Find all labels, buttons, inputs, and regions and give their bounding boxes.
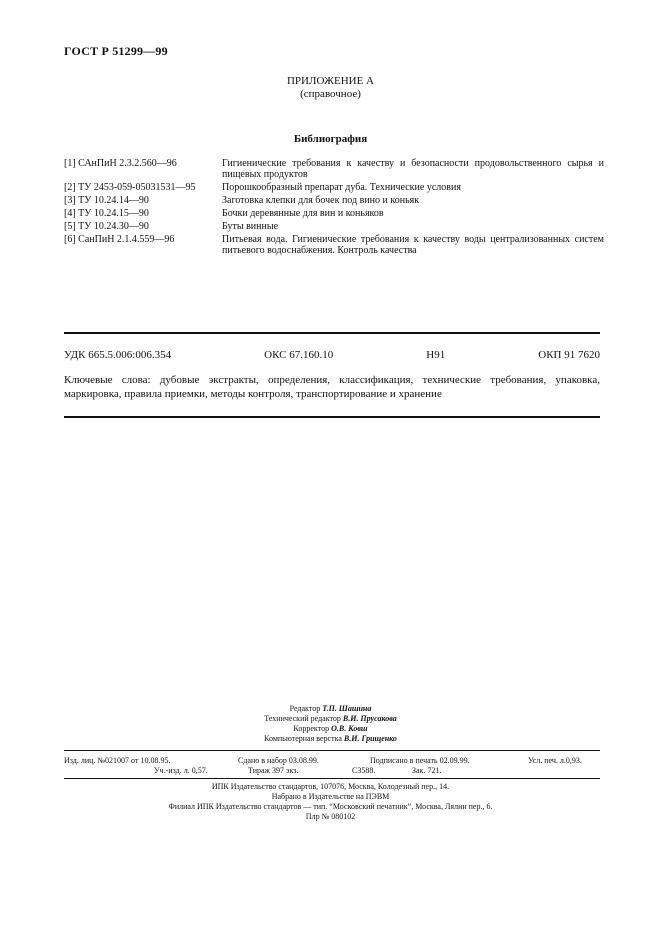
bibliography-entry <box>64 158 604 180</box>
bibliography-code: [3] ТУ 10.24.14—90 <box>64 195 149 206</box>
usl-pech: Усл. печ. л.0,93. <box>528 756 582 765</box>
bibliography-text: Заготовка клепки для бочек под вино и коньяк <box>222 195 420 206</box>
bibliography-code: [5] ТУ 10.24.30—90 <box>64 221 149 232</box>
license: Изд. лиц. №021007 от 10.08.95. <box>64 756 171 765</box>
bibliography-title: Библиография <box>293 133 368 145</box>
bibliography-code: [1] САнПиН 2.3.2.560—96 <box>64 158 177 169</box>
bibliography-text: Гигиенические требования к качеству и безопасности продовольственного сырья и пищевых продуктов <box>222 158 604 180</box>
publisher-line: Филиал ИПК Издательство стандартов — тип. “Московский печатник”, Москва, Лялин пер., 6. <box>168 802 493 811</box>
editor-line <box>0 704 661 714</box>
editor-name: Т.П. Шашина <box>322 704 372 713</box>
sent-date: Сдано в набор 03.08.99. <box>238 756 319 765</box>
bibliography-text: Питьевая вода. Гигиенические требования к качеству воды централизованных систем питьевого водоснабжения. Контроль качества <box>222 234 604 256</box>
bibliography-code: [4] ТУ 10.24.15—90 <box>64 208 149 219</box>
imprint-bottom-rule <box>64 778 600 779</box>
publisher-block <box>0 782 661 822</box>
bibliography-entry <box>64 195 604 206</box>
bibliography-list <box>64 158 604 258</box>
udk-code: УДК 665.5.006:006.354 <box>64 349 172 361</box>
layout-name: В.И. Грищенко <box>343 734 397 743</box>
layout-line <box>0 734 661 744</box>
appendix-heading <box>0 75 661 101</box>
appendix-subtitle: (справочное) <box>300 88 361 100</box>
c-code: С3588. <box>352 766 376 775</box>
top-divider <box>64 332 600 334</box>
publisher-line: Набрано в Издательстве на ПЭВМ <box>271 792 390 801</box>
bottom-divider <box>64 416 600 418</box>
bibliography-entry <box>64 208 604 219</box>
classification-row <box>64 349 600 361</box>
bibliography-text: Буты винные <box>222 221 279 232</box>
bibliography-entry <box>64 234 604 256</box>
appendix-title: ПРИЛОЖЕНИЕ А <box>286 75 374 87</box>
oks-code: ОКС 67.160.10 <box>264 349 334 361</box>
credits-block <box>0 704 661 744</box>
imprint-row <box>64 756 604 766</box>
publisher-line: ИПК Издательство стандартов, 107076, Москва, Колодезный пер., 14. <box>211 782 450 791</box>
document-header: ГОСТ Р 51299—99 <box>64 44 168 58</box>
layout-label: Компьютерная верстка <box>264 734 342 743</box>
imprint-row <box>64 766 604 776</box>
bibliography-entry <box>64 221 604 232</box>
tech-editor-line <box>0 714 661 724</box>
imprint-block <box>64 756 604 776</box>
corrector-line <box>0 724 661 734</box>
editor-label: Редактор <box>289 704 321 713</box>
bibliography-text: Порошкообразный препарат дуба. Технические условия <box>222 182 461 193</box>
group-code: H91 <box>426 349 446 361</box>
corrector-label: Корректор <box>293 724 330 733</box>
bibliography-code: [6] СанПиН 2.1.4.559—96 <box>64 234 175 245</box>
tech-editor-label: Технический редактор <box>264 714 341 723</box>
bibliography-entry <box>64 182 604 193</box>
imprint-top-rule <box>64 750 600 751</box>
signed-date: Подписано в печать 02.09.99. <box>370 756 470 765</box>
bibliography-code: [2] ТУ 2453-059-05031531—95 <box>64 182 196 193</box>
bibliography-text: Бочки деревянные для вин и коньяков <box>222 208 384 219</box>
tech-editor-name: В.И. Прусакова <box>342 714 397 723</box>
keywords: Ключевые слова: дубовые экстракты, определения, классификация, технические требования, упаковка, маркировка, правила приемки, методы контроля, транспортирование и хранение <box>64 374 600 400</box>
tirazh: Тираж 397 экз. <box>248 766 299 775</box>
order-number: Зак. 721. <box>412 766 442 775</box>
okp-code: ОКП 91 7620 <box>538 349 600 361</box>
corrector-name: О.В. Ковш <box>331 724 368 733</box>
uch-izd: Уч.-изд. л. 0,57. <box>154 766 208 775</box>
publisher-line: Плр № 080102 <box>305 812 356 821</box>
